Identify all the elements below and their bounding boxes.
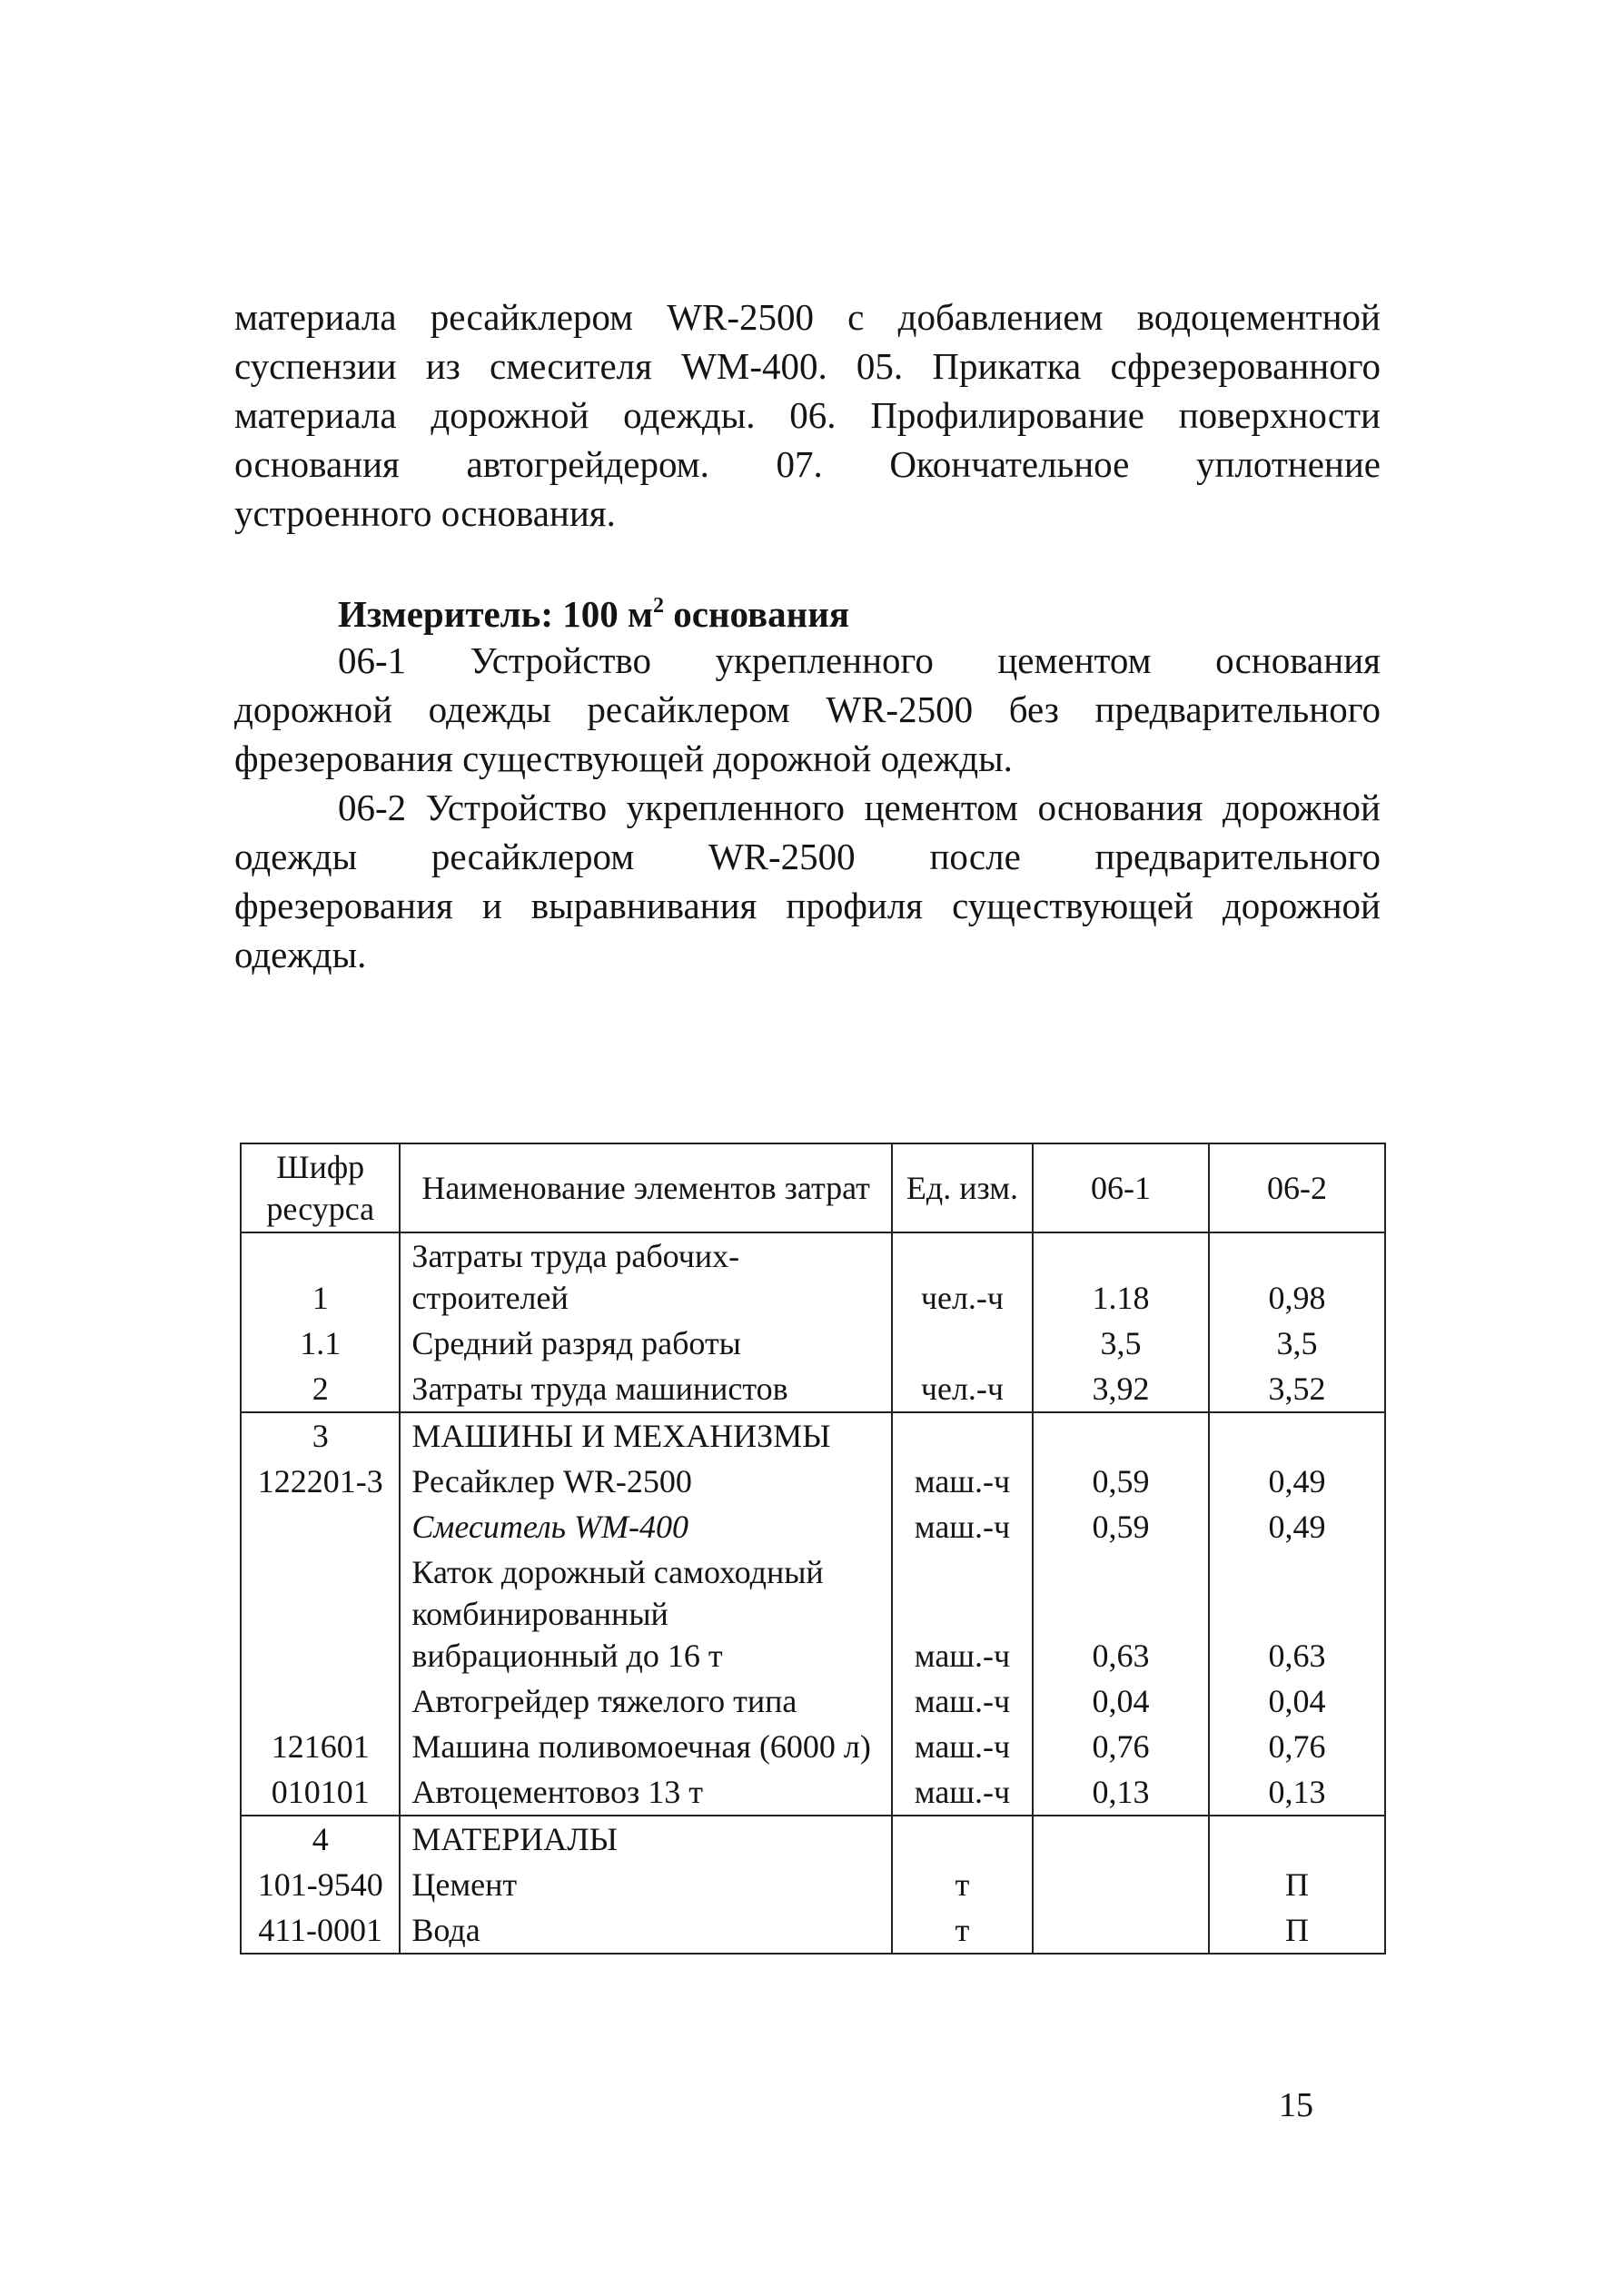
cell-code: 411-0001 [241, 1907, 400, 1954]
cell-name: Ресайклер WR-2500 [400, 1459, 891, 1504]
cell-code: 1.1 [241, 1321, 400, 1366]
item-06-1-paragraph [234, 636, 1381, 783]
table-row [241, 1459, 1385, 1504]
header-06-2: 06-2 [1209, 1143, 1385, 1232]
cell-unit: т [892, 1862, 1033, 1907]
text-line: 06-1 Устройство укрепленного цементом основания [338, 639, 1381, 681]
cell-name: Смеситель WM-400 [400, 1504, 891, 1549]
cell-06-2: 3,52 [1209, 1366, 1385, 1412]
cell-unit: чел.-ч [892, 1232, 1033, 1321]
cell-06-1: 0,13 [1033, 1769, 1209, 1816]
table-row [241, 1678, 1385, 1724]
table-row [241, 1862, 1385, 1907]
text-line: 06-2 Устройство укрепленного цементом основания дорожной [338, 787, 1381, 828]
cell-unit: маш.-ч [892, 1678, 1033, 1724]
cell-06-1: 3,5 [1033, 1321, 1209, 1366]
machinery-group [241, 1412, 1385, 1816]
cell-06-2: 0,04 [1209, 1678, 1385, 1724]
cell-code: 2 [241, 1366, 400, 1412]
text-line: одежды ресайклером WR-2500 после предварительного [234, 836, 1381, 877]
cell-code: 4 [241, 1816, 400, 1862]
table-row [241, 1769, 1385, 1816]
cell-name: Цемент [400, 1862, 891, 1907]
cell-unit: маш.-ч [892, 1459, 1033, 1504]
text-line: основания автогрейдером. 07. Окончательное уплотнение [234, 443, 1381, 485]
table-row [241, 1504, 1385, 1549]
cell-06-2: П [1209, 1862, 1385, 1907]
text-line: устроенного основания. [234, 492, 616, 534]
cell-unit: маш.-ч [892, 1769, 1033, 1816]
cell-06-1 [1033, 1412, 1209, 1459]
table-row [241, 1232, 1385, 1321]
cell-code: 010101 [241, 1769, 400, 1816]
cell-06-1: 0,76 [1033, 1724, 1209, 1769]
cell-06-2: П [1209, 1907, 1385, 1954]
table-row [241, 1412, 1385, 1459]
cell-code [241, 1678, 400, 1724]
cell-06-2 [1209, 1816, 1385, 1862]
cell-06-1: 0,59 [1033, 1459, 1209, 1504]
cell-06-1: 0,63 [1033, 1549, 1209, 1678]
labor-group [241, 1232, 1385, 1412]
cell-name: Вода [400, 1907, 891, 1954]
cell-unit [892, 1321, 1033, 1366]
text-line: суспензии из смесителя WM-400. 05. Прикатка сфрезерованного [234, 345, 1381, 387]
header-code: Шифр ресурса [241, 1143, 400, 1232]
cell-unit: маш.-ч [892, 1504, 1033, 1549]
cell-unit [892, 1412, 1033, 1459]
cell-code: 121601 [241, 1724, 400, 1769]
cell-06-2: 0,63 [1209, 1549, 1385, 1678]
header-06-1: 06-1 [1033, 1143, 1209, 1232]
heading-prefix: Измеритель: 100 м [338, 593, 653, 635]
cell-code: 101-9540 [241, 1862, 400, 1907]
cell-name: Затраты труда рабочих-строителей [400, 1232, 891, 1321]
cell-name: Затраты труда машинистов [400, 1366, 891, 1412]
cell-06-2 [1209, 1412, 1385, 1459]
text-line: материала дорожной одежды. 06. Профилирование поверхности [234, 394, 1381, 436]
cell-name: МАШИНЫ И МЕХАНИЗМЫ [400, 1412, 891, 1459]
table-row [241, 1907, 1385, 1954]
cell-name: Средний разряд работы [400, 1321, 891, 1366]
cell-name: Машина поливомоечная (6000 л) [400, 1724, 891, 1769]
cell-06-1: 0,59 [1033, 1504, 1209, 1549]
cell-06-2: 0,98 [1209, 1232, 1385, 1321]
cell-unit: т [892, 1907, 1033, 1954]
table-row [241, 1724, 1385, 1769]
table-row [241, 1366, 1385, 1412]
cell-unit [892, 1816, 1033, 1862]
cell-06-1: 1.18 [1033, 1232, 1209, 1321]
cell-name: Автоцементовоз 13 т [400, 1769, 891, 1816]
cell-code [241, 1549, 400, 1678]
materials-group [241, 1816, 1385, 1954]
cell-code [241, 1504, 400, 1549]
cell-code: 122201-3 [241, 1459, 400, 1504]
cell-unit: маш.-ч [892, 1724, 1033, 1769]
measure-heading [338, 581, 849, 638]
page-number: 15 [1279, 2086, 1313, 2124]
cell-name: Каток дорожный самоходный комбинированный вибрационный до 16 т [400, 1549, 891, 1678]
table-row [241, 1816, 1385, 1862]
text-line: фрезерования существующей дорожной одежды. [234, 737, 1013, 779]
table-row [241, 1321, 1385, 1366]
cell-06-2: 0,76 [1209, 1724, 1385, 1769]
intro-paragraph [234, 292, 1381, 538]
cell-06-1 [1033, 1907, 1209, 1954]
cell-06-2: 0,49 [1209, 1459, 1385, 1504]
cell-06-2: 0,49 [1209, 1504, 1385, 1549]
cell-code: 3 [241, 1412, 400, 1459]
heading-suffix: основания [663, 593, 850, 635]
cell-06-1: 0,04 [1033, 1678, 1209, 1724]
header-unit: Ед. изм. [892, 1143, 1033, 1232]
cell-06-1 [1033, 1816, 1209, 1862]
resource-table [240, 1143, 1386, 1955]
item-06-2-paragraph [234, 783, 1381, 979]
text-line: материала ресайклером WR-2500 с добавлением водоцементной [234, 296, 1381, 338]
cell-06-2: 3,5 [1209, 1321, 1385, 1366]
text-line: фрезерования и выравнивания профиля существующей дорожной [234, 885, 1381, 926]
text-line: дорожной одежды ресайклером WR-2500 без предварительного [234, 688, 1381, 730]
text-line: одежды. [234, 934, 367, 975]
cell-unit: чел.-ч [892, 1366, 1033, 1412]
table-row [241, 1549, 1385, 1678]
heading-superscript: 2 [652, 594, 664, 618]
header-name: Наименование элементов затрат [400, 1143, 891, 1232]
cell-06-2: 0,13 [1209, 1769, 1385, 1816]
cell-name: МАТЕРИАЛЫ [400, 1816, 891, 1862]
cell-06-1 [1033, 1862, 1209, 1907]
cell-unit: маш.-ч [892, 1549, 1033, 1678]
table-header [241, 1143, 1385, 1232]
cell-name: Автогрейдер тяжелого типа [400, 1678, 891, 1724]
cell-06-1: 3,92 [1033, 1366, 1209, 1412]
cell-code: 1 [241, 1232, 400, 1321]
